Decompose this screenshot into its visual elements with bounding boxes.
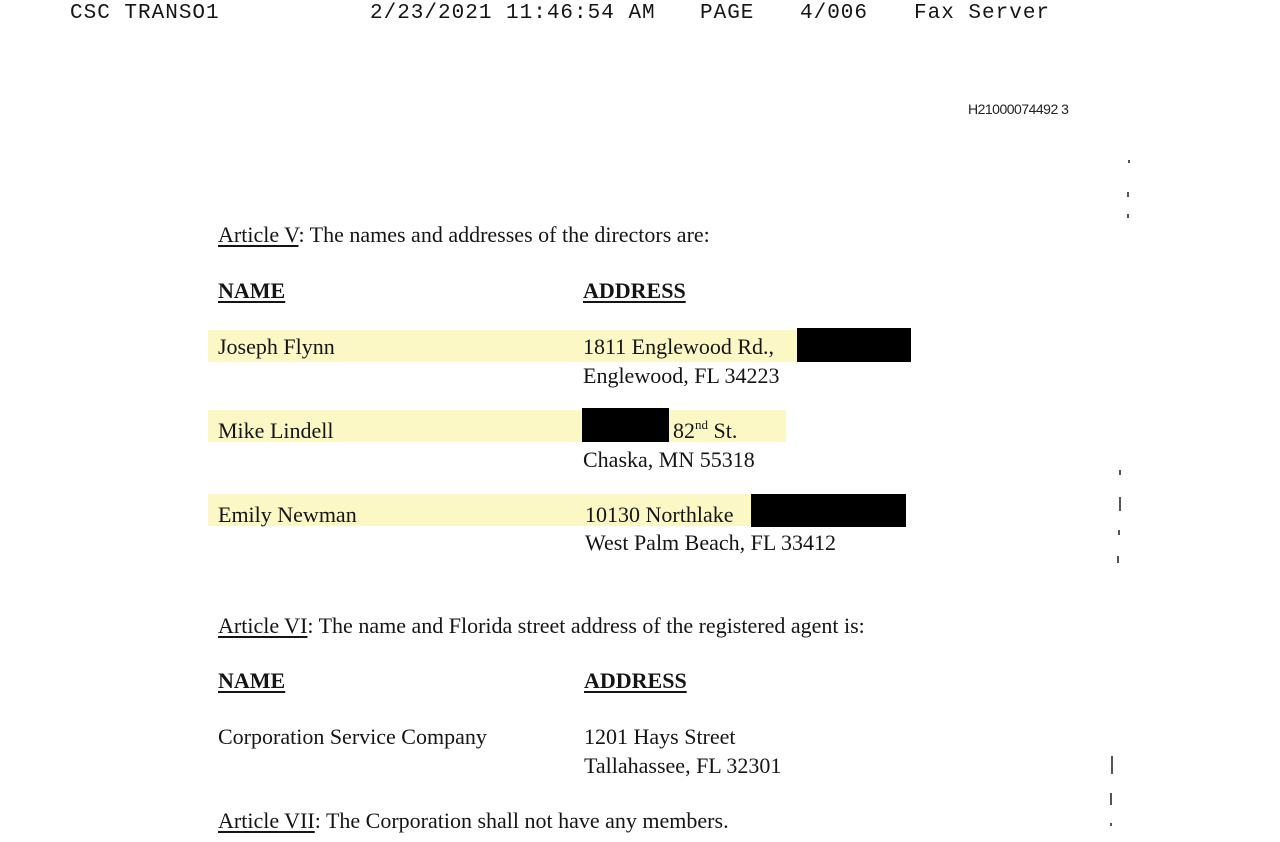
scan-mark	[1119, 497, 1121, 511]
director-name: Emily Newman	[218, 502, 357, 527]
scan-mark	[1110, 823, 1112, 826]
director-address-line1: 1811 Englewood Rd.,	[583, 334, 775, 359]
scan-mark	[1127, 214, 1129, 218]
street-ordinal: nd	[695, 417, 708, 432]
scan-mark	[1119, 470, 1121, 475]
agent-name: Corporation Service Company	[218, 724, 487, 749]
scan-mark	[1117, 556, 1119, 563]
director-address-line1: 10130 Northlake	[585, 502, 734, 527]
scan-mark	[1127, 192, 1129, 197]
director-address-line2: Englewood, FL 34223	[583, 363, 780, 388]
street-name: St.	[708, 418, 738, 443]
scan-mark	[1128, 160, 1130, 163]
fax-page-label: PAGE	[700, 2, 755, 25]
article-vii-text: : The Corporation shall not have any members.	[314, 808, 729, 833]
scan-mark	[1111, 756, 1113, 774]
scan-mark	[1110, 793, 1112, 805]
fax-sender: CSC TRANSO1	[70, 2, 220, 25]
director-name: Mike Lindell	[218, 418, 334, 443]
fax-datetime: 2/23/2021 11:46:54 AM	[370, 2, 656, 25]
agent-address-line1: 1201 Hays Street	[584, 724, 736, 749]
article-vii-label: Article VII	[218, 808, 315, 833]
agent-address-header: ADDRESS	[584, 668, 687, 693]
director-address-line2: West Palm Beach, FL 33412	[585, 530, 836, 555]
director-address-line1	[673, 418, 737, 444]
article-vi-label: Article VI	[218, 613, 308, 638]
fax-page-number: 4/006	[800, 2, 869, 25]
article-v-label: Article V	[218, 222, 299, 247]
director-name: Joseph Flynn	[218, 334, 335, 359]
article-vi-heading	[218, 613, 865, 639]
director-address-line2: Chaska, MN 55318	[583, 447, 755, 472]
directors-address-header: ADDRESS	[583, 278, 686, 303]
agent-address-line2: Tallahassee, FL 32301	[584, 753, 782, 778]
article-v-heading	[218, 222, 710, 248]
redaction-block	[582, 408, 669, 442]
document-id: H21000074492 3	[968, 101, 1069, 117]
street-number: 82	[673, 418, 695, 443]
agent-name-header: NAME	[218, 668, 286, 693]
article-vii-heading	[218, 808, 729, 834]
redaction-block	[797, 328, 911, 362]
redaction-block	[751, 494, 906, 527]
fax-server: Fax Server	[914, 2, 1051, 25]
article-vi-text: : The name and Florida street address of the registered agent is:	[307, 613, 865, 638]
article-v-text: : The names and addresses of the directors are:	[298, 222, 710, 247]
directors-name-header: NAME	[218, 278, 286, 303]
scan-mark	[1118, 530, 1120, 535]
